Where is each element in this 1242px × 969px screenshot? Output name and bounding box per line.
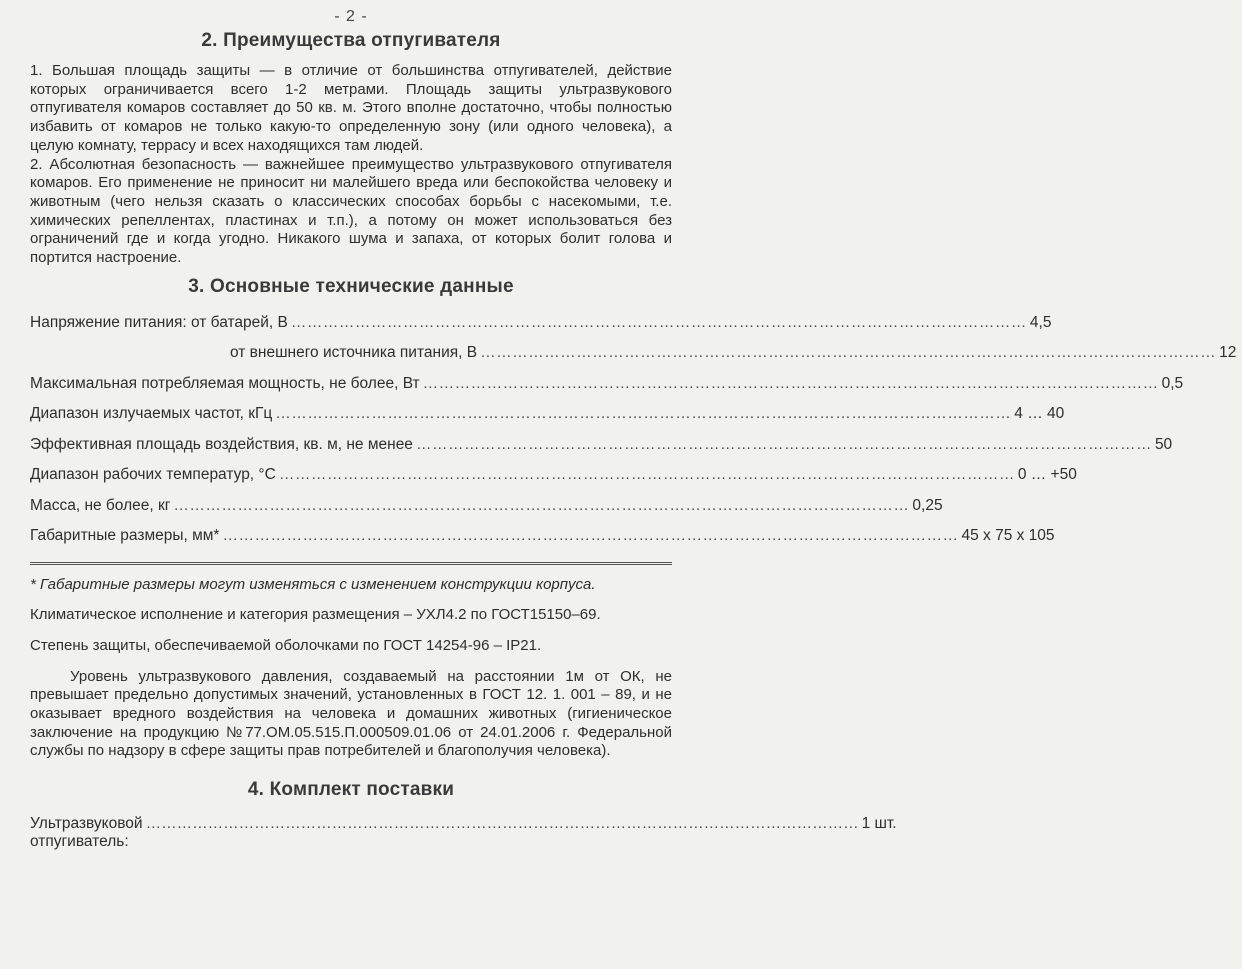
section-title-tech: 3. Основные технические данные [188, 275, 514, 297]
spec-row-voltage-battery [30, 308, 1052, 339]
leader-dots: ………………………………………………………………………………………………………………………… [422, 374, 1159, 392]
spec-label: Диапазон рабочих температур, °С [30, 466, 276, 484]
leader-dots: ………………………………………………………………………………………………………………………… [290, 313, 1027, 331]
pressure-paragraph: Уровень ультразвукового давления, создаваемый на расстоянии 1м от ОК, не превышает предельно допустимых значений, установленных в ГОСТ 12. 1. 001 – 89, и не оказывает вредного воздействия на человека и домашних животных (гигиеническое заключение на продукцию №77.ОМ.05.515.П.000509.01.06 от 24.01.2006 г. Федеральной службы по надзору в сфере защиты прав потребителей и благополучия человека). [30, 667, 672, 760]
spec-label: Масса, не более, кг [30, 496, 171, 514]
spec-label: Напряжение питания: от батарей, В [30, 313, 288, 331]
spec-value: 0,5 [1161, 374, 1184, 392]
double-divider [30, 562, 672, 566]
leader-dots: ………………………………………………………………………………………………………………………… [145, 815, 859, 833]
spec-label: Габаритные размеры, мм* [30, 527, 220, 545]
kit-row [30, 815, 897, 851]
spec-label: Диапазон излучаемых частот, кГц [30, 405, 273, 423]
leader-dots: ………………………………………………………………………………………………………………………… [480, 344, 1217, 362]
spec-value: 4,5 [1029, 313, 1052, 331]
spec-value: 0 … +50 [1017, 466, 1077, 484]
leader-dots: ………………………………………………………………………………………………………………………… [415, 435, 1152, 453]
spec-value: 4 … 40 [1014, 405, 1065, 423]
spec-label: Эффективная площадь воздействия, кв. м, не менее [30, 435, 413, 453]
page-number: - 2 - [334, 8, 368, 25]
dimensions-footnote: * Габаритные размеры могут изменяться с изменением конструкции корпуса. [30, 575, 596, 593]
spec-value: 45 x 75 x 105 [961, 527, 1055, 545]
kit-item-label: Ультразвуковой отпугиватель: [30, 815, 143, 851]
kit-item-value: 1 шт. [861, 815, 897, 833]
spec-row-voltage-external [30, 338, 1237, 369]
leader-dots: ………………………………………………………………………………………………………………………… [173, 496, 910, 514]
spec-row-dimensions [30, 521, 1055, 552]
spec-row-power [30, 369, 1184, 400]
spec-value: 0,25 [912, 496, 943, 514]
section-title-advantages: 2. Преимущества отпугивателя [201, 30, 501, 51]
leader-dots: ………………………………………………………………………………………………………………………… [222, 527, 959, 545]
spec-list [30, 308, 1237, 552]
advantage-item-2: 2. Абсолютная безопасность — важнейшее преимущество ультразвукового отпугивателя комаров. Его применение не приносит ни малейшего вреда или беспокойства человеку и животным (чего нельзя сказать о классических способах борьбы с насекомыми, т.е. химических репеллентах, пластинах и т.п.), а потому он может использоваться без ограничений где и когда угодно. Никакого шума и запаха, от которых болит голова и портится настроение. [30, 155, 672, 267]
protection-paragraph: Степень защиты, обеспечиваемой оболочками по ГОСТ 14254-96 – IP21. [30, 636, 542, 654]
climate-paragraph: Климатическое исполнение и категория размещения – УХЛ4.2 по ГОСТ15150–69. [30, 606, 601, 624]
spec-value: 12 [1219, 344, 1237, 362]
leader-dots: ………………………………………………………………………………………………………………………… [278, 466, 1015, 484]
spec-row-frequency [30, 399, 1065, 430]
spec-row-area [30, 430, 1173, 461]
spec-value: 50 [1154, 435, 1173, 453]
spec-label: от внешнего источника питания, В [230, 344, 478, 362]
leader-dots: ………………………………………………………………………………………………………………………… [275, 405, 1012, 423]
spec-row-temperature [30, 460, 1077, 491]
section-title-kit: 4. Комплект поставки [247, 779, 455, 801]
spec-label: Максимальная потребляемая мощность, не более, Вт [30, 374, 420, 392]
advantage-item-1: 1. Большая площадь защиты — в отличие от большинства отпугивателей, действие которых ограничивается всего 1-2 метрами. Площадь защиты ультразвукового отпугивателя комаров составляет до 50 кв. м. Этого вполне достаточно, чтобы полностью избавить от комаров не только какую-то определенную зону (или одного человека), а целую комнату, террасу и всех находящихся там людей. [30, 62, 672, 154]
spec-row-mass [30, 491, 943, 522]
